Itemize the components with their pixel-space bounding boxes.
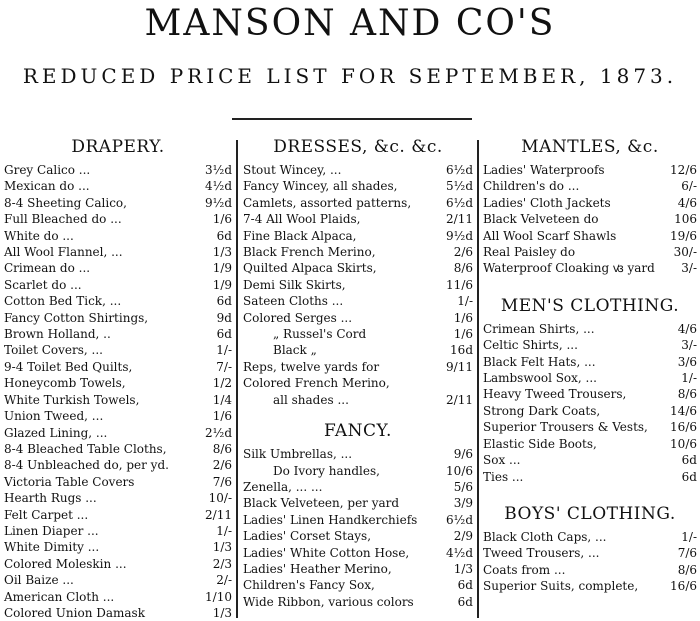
list-item [4, 605, 232, 621]
item-price: 16/6 [670, 420, 697, 435]
item-name: Reps, twelve yards for [243, 359, 380, 374]
item-name: All Wool Scarf Shawls [483, 228, 617, 243]
section-heading-dresses: DRESSES, &c. &c. [273, 137, 443, 157]
item-price: 6/- [681, 179, 697, 194]
item-price: 9½d [446, 228, 473, 243]
list-item [243, 463, 473, 479]
item-price: 10/6 [670, 436, 697, 451]
item-price: 4/6 [677, 321, 697, 336]
item-name: Strong Dark Coats, [483, 403, 601, 418]
item-price: 6d [216, 294, 232, 309]
item-price: 2½d [205, 425, 232, 440]
item-price: 1/6 [453, 310, 473, 325]
item-price: 9/6 [453, 447, 473, 462]
list-item [4, 326, 232, 342]
item-name: Mexican do ... [4, 179, 90, 194]
item-name: All Wool Flannel, ... [4, 245, 123, 260]
item-name: Full Bleached do ... [4, 212, 122, 227]
item-price: 4/6 [677, 195, 697, 210]
item-name: Demi Silk Skirts, [243, 277, 346, 292]
list-item [243, 228, 473, 244]
item-name: Fine Black Alpaca, [243, 228, 357, 243]
list-item [4, 293, 232, 309]
item-price: 6d [457, 594, 473, 609]
list-item [483, 244, 697, 260]
list-item [243, 528, 473, 544]
item-name: Celtic Shirts, ... [483, 338, 578, 353]
item-price: 8/6 [677, 562, 697, 577]
item-name: Black French Merino, [243, 245, 376, 260]
item-price: 1/3 [212, 605, 232, 620]
list-item [4, 342, 232, 358]
list-item [483, 469, 697, 485]
item-name: Lambswool Sox, ... [483, 371, 597, 386]
item-price: 3/9 [453, 496, 473, 511]
list-item [4, 260, 232, 276]
list-item [483, 337, 697, 353]
item-name: Ladies' Linen Handkerchiefs [243, 512, 418, 527]
item-price: 9½d [205, 195, 232, 210]
item-price: 1/9 [212, 261, 232, 276]
item-price: 6d [457, 578, 473, 593]
list-item [4, 375, 232, 391]
list-item [483, 529, 697, 545]
item-price: 9d [216, 310, 232, 325]
item-price: 8/6 [212, 441, 232, 456]
item-name: Felt Carpet ... [4, 507, 89, 522]
list-item [243, 545, 473, 561]
item-price: 9/11 [446, 359, 473, 374]
item-price: 30/- [673, 245, 697, 260]
item-name: Ties ... [483, 469, 524, 484]
item-price: 10/6 [446, 463, 473, 478]
item-name: 7-4 All Wool Plaids, [243, 212, 361, 227]
item-price: 3/- [681, 338, 697, 353]
list-item [483, 452, 697, 468]
item-name: Real Paisley do [483, 245, 576, 260]
item-price: 3/6 [677, 354, 697, 369]
list-item [243, 577, 473, 593]
item-price: 1/2 [212, 376, 232, 391]
list-item [243, 561, 473, 577]
list-item [4, 507, 232, 523]
item-price: 4½d [205, 179, 232, 194]
item-name: White Dimity ... [4, 540, 100, 555]
list-item [483, 162, 697, 178]
item-price: 3/- [681, 261, 697, 276]
item-name: Superior Trousers & Vests, [483, 420, 648, 435]
item-name: Crimean Shirts, ... [483, 321, 595, 336]
item-price: 6d [681, 469, 697, 484]
section-heading-drapery: DRAPERY. [71, 137, 165, 157]
item-name: Victoria Table Covers [4, 474, 135, 489]
item-name: Hearth Rugs ... [4, 491, 97, 506]
item-name: Wide Ribbon, various colors [243, 594, 414, 609]
item-name: Black Cloth Caps, ... [483, 529, 607, 544]
item-price: 8/6 [677, 387, 697, 402]
list-item [483, 370, 697, 386]
item-name: Scarlet do ... [4, 277, 82, 292]
item-name: Children's Fancy Sox, [243, 578, 375, 593]
item-price: 3½d [205, 163, 232, 177]
list-item [4, 474, 232, 490]
mens-clothing-list [483, 321, 697, 485]
item-price: 6d [681, 453, 697, 468]
list-item [483, 228, 697, 244]
list-item [4, 589, 232, 605]
item-price: 11/6 [446, 277, 473, 292]
list-item [483, 178, 697, 194]
list-item [4, 244, 232, 260]
item-name: Elastic Side Boots, [483, 436, 597, 451]
item-price: 1/- [681, 371, 697, 386]
item-price: 1/- [681, 529, 697, 544]
item-name: White Turkish Towels, [4, 392, 140, 407]
list-item [4, 310, 232, 326]
item-name: Children's do ... [483, 179, 580, 194]
list-item [483, 562, 697, 578]
item-price: 19/6 [670, 228, 697, 243]
item-name: Colored Serges ... [243, 310, 353, 325]
list-item [243, 244, 473, 260]
list-item [4, 359, 232, 375]
column-divider [236, 140, 238, 618]
list-item [243, 479, 473, 495]
list-item [4, 211, 232, 227]
list-item [4, 277, 232, 293]
item-price: 12/6 [670, 163, 697, 177]
item-name: Heavy Tweed Trousers, [483, 387, 627, 402]
list-item [243, 310, 473, 326]
item-price: 16d [450, 343, 473, 358]
column-mantles-clothing [483, 132, 697, 595]
item-name: Brown Holland, .. [4, 327, 111, 342]
item-name: 8-4 Bleached Table Cloths, [4, 441, 167, 456]
item-name: Zenella, ... ... [243, 479, 323, 494]
list-item [243, 594, 473, 610]
list-item [483, 260, 697, 276]
item-price: 2/11 [446, 392, 473, 407]
list-item [483, 386, 697, 402]
list-item [483, 578, 697, 594]
item-price: 6d [216, 228, 232, 243]
item-name: 8-4 Sheeting Calico, [4, 195, 127, 210]
item-price: 2/- [216, 573, 232, 588]
item-name: Fancy Cotton Shirtings, [4, 310, 149, 325]
section-heading-mens-clothing: MEN'S CLOTHING. [500, 295, 680, 316]
item-price: 1/10 [205, 589, 232, 604]
item-price: 1/6 [212, 409, 232, 424]
item-price: 6d [216, 327, 232, 342]
item-name: Black Velveteen do [483, 212, 599, 227]
list-item [483, 354, 697, 370]
item-name: Coats from ... [483, 562, 566, 577]
fancy-list [243, 446, 473, 610]
item-name: White do ... [4, 228, 74, 243]
dresses-list [243, 162, 473, 408]
list-item [243, 512, 473, 528]
item-price: 2/6 [212, 458, 232, 473]
item-name: Glazed Lining, ... [4, 425, 108, 440]
list-item [243, 342, 473, 358]
item-name: Ladies' Corset Stays, [243, 529, 372, 544]
item-price: 1/9 [212, 277, 232, 292]
list-item [4, 539, 232, 555]
list-item [483, 403, 697, 419]
item-name: Oil Baize ... [4, 573, 74, 588]
list-item [4, 556, 232, 572]
item-price: 1/3 [212, 245, 232, 260]
drapery-list [4, 162, 232, 621]
item-name: Colored Union Damask [4, 605, 145, 620]
item-price: 14/6 [670, 403, 697, 418]
item-name: all shades ... [273, 392, 349, 407]
item-price: 2/6 [453, 245, 473, 260]
item-name: Toilet Covers, ... [4, 343, 103, 358]
list-item [483, 211, 697, 227]
item-name: Black Felt Hats, ... [483, 354, 596, 369]
item-price: 4½d [446, 545, 473, 560]
section-heading-fancy: FANCY. [324, 421, 392, 442]
item-name: Black „ [273, 343, 317, 358]
boys-clothing-list [483, 529, 697, 595]
item-price: 5½d [446, 179, 473, 194]
item-name: Colored French Merino, [243, 376, 390, 391]
item-price: 6½d [446, 512, 473, 527]
list-item [243, 326, 473, 342]
list-item [4, 490, 232, 506]
item-price: 1/3 [453, 561, 473, 576]
list-item [243, 359, 473, 375]
item-price: 7/6 [212, 474, 232, 489]
item-name: Do Ivory handles, [273, 463, 380, 478]
item-name: Cotton Bed Tick, ... [4, 294, 122, 309]
item-name: Ladies' Heather Merino, [243, 561, 392, 576]
item-name: Colored Moleskin ... [4, 556, 127, 571]
item-name: Sox ... [483, 453, 521, 468]
list-item [243, 211, 473, 227]
item-price: 1/6 [212, 212, 232, 227]
item-price: 2/3 [212, 556, 232, 571]
page-subtitle: REDUCED PRICE LIST FOR SEPTEMBER, 1873. [22, 64, 678, 88]
item-name: Camlets, assorted patterns, [243, 195, 412, 210]
column-dresses-fancy [243, 132, 473, 610]
list-item [243, 392, 473, 408]
list-item [483, 419, 697, 435]
list-item [4, 425, 232, 441]
item-price: 1/3 [212, 540, 232, 555]
page-title: MANSON AND CO'S [144, 3, 556, 44]
column-drapery [4, 132, 232, 621]
list-item [4, 162, 232, 178]
item-name: Union Tweed, ... [4, 409, 104, 424]
item-name: Linen Diaper ... [4, 523, 99, 538]
list-item [4, 523, 232, 539]
item-name: Superior Suits, complete, [483, 579, 639, 594]
list-item [243, 293, 473, 309]
item-price: 8/6 [453, 261, 473, 276]
list-item [483, 321, 697, 337]
list-item [243, 195, 473, 211]
list-item [4, 572, 232, 588]
item-name: Quilted Alpaca Skirts, [243, 261, 377, 276]
item-price: 1/4 [212, 392, 232, 407]
list-item [4, 392, 232, 408]
item-name: Grey Calico ... [4, 163, 91, 177]
item-name: Tweed Trousers, ... [483, 546, 600, 561]
item-price: 106 [674, 212, 697, 227]
item-price: 5/6 [453, 479, 473, 494]
item-name: Honeycomb Towels, [4, 376, 126, 391]
item-name: American Cloth ... [4, 589, 115, 604]
item-price: 1/6 [453, 327, 473, 342]
column-divider [477, 140, 479, 618]
list-item [243, 495, 473, 511]
list-item [4, 178, 232, 194]
item-name: Silk Umbrellas, ... [243, 447, 353, 462]
list-item [243, 178, 473, 194]
item-price: 2/9 [453, 529, 473, 544]
list-item [4, 228, 232, 244]
item-name: Waterproof Cloaking ꟃ yard [483, 261, 655, 276]
list-item [4, 441, 232, 457]
item-price: 7/- [216, 359, 232, 374]
item-name: Black Velveteen, per yard [243, 496, 400, 511]
item-name: 9-4 Toilet Bed Quilts, [4, 359, 133, 374]
mantles-list [483, 162, 697, 277]
item-price: 1/- [457, 294, 473, 309]
list-item [483, 195, 697, 211]
item-price: 2/11 [205, 507, 232, 522]
item-name: Ladies' White Cotton Hose, [243, 545, 410, 560]
list-item [4, 195, 232, 211]
item-name: „ Russel's Cord [273, 327, 367, 342]
list-item [4, 457, 232, 473]
list-item [243, 260, 473, 276]
item-price: 1/- [216, 523, 232, 538]
item-price: 1/- [216, 343, 232, 358]
item-price: 16/6 [670, 579, 697, 594]
item-price: 2/11 [446, 212, 473, 227]
list-item [4, 408, 232, 424]
title-divider [232, 118, 472, 120]
item-name: Sateen Cloths ... [243, 294, 344, 309]
list-item [243, 162, 473, 178]
item-name: 8-4 Unbleached do, per yd. [4, 458, 169, 473]
list-item [243, 446, 473, 462]
item-name: Ladies' Waterproofs [483, 163, 605, 177]
item-price: 6½d [446, 195, 473, 210]
item-price: 7/6 [677, 546, 697, 561]
item-name: Crimean do ... [4, 261, 91, 276]
item-name: Fancy Wincey, all shades, [243, 179, 398, 194]
list-item [483, 436, 697, 452]
item-price: 6½d [446, 163, 473, 177]
item-name: Ladies' Cloth Jackets [483, 195, 611, 210]
list-item [243, 277, 473, 293]
section-heading-boys-clothing: BOYS' CLOTHING. [504, 503, 676, 524]
section-heading-mantles: MANTLES, &c. [521, 137, 659, 157]
list-item [483, 545, 697, 561]
item-price: 10/- [208, 491, 232, 506]
list-item [243, 375, 473, 391]
item-name: Stout Wincey, ... [243, 163, 342, 177]
